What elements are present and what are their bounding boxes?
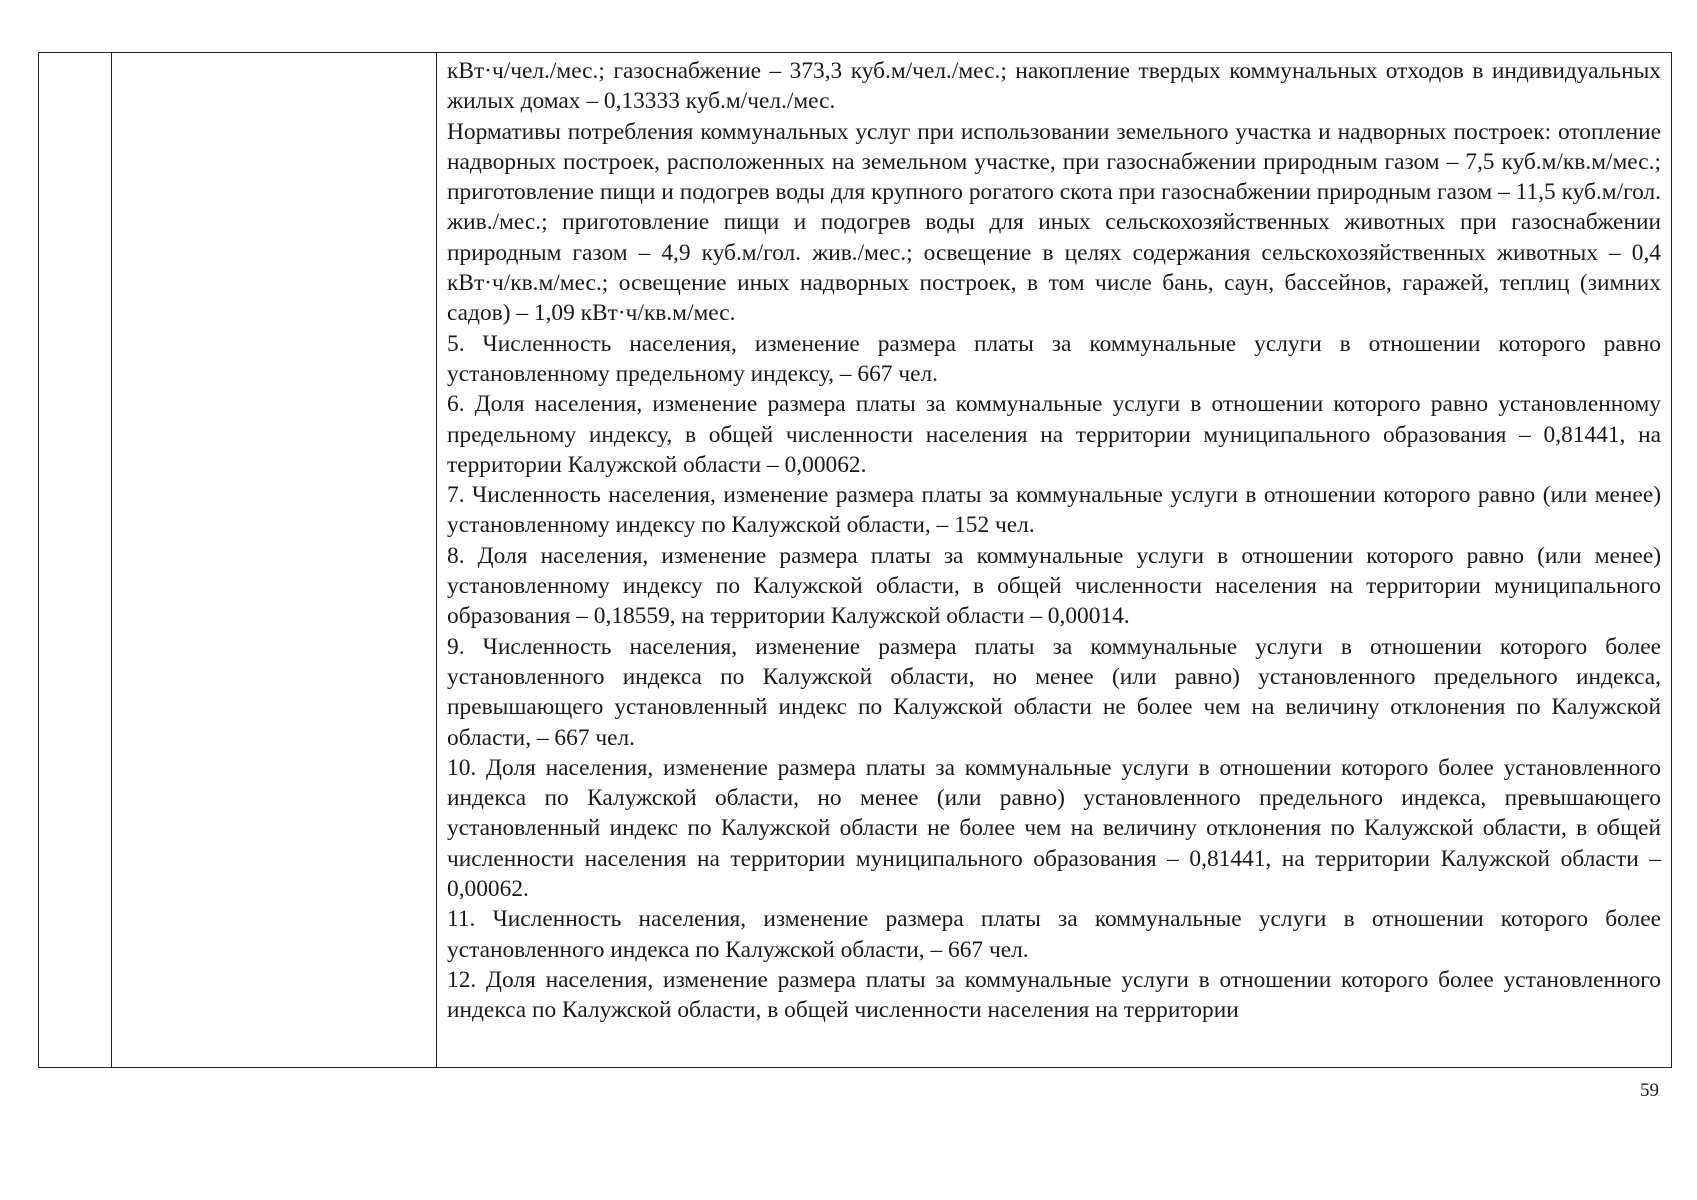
page-number: 59 [1640,1080,1659,1101]
table-column-number [39,53,112,1067]
paragraph-3: 5. Численность населения, изменение размера платы за коммунальные услуги в отношении которого равно установленному предельному индексу, – 667 чел. [447,330,1661,387]
paragraph-6: 8. Доля населения, изменение размера платы за коммунальные услуги в отношении которого равно (или менее) установленному индексу по Калужской области, в общей численности населения на территории муниципального образования – 0,18559, на территории Калужской области – 0,00014. [447,542,1661,630]
paragraph-5: 7. Численность населения, изменение размера платы за коммунальные услуги в отношении которого равно (или менее) установленному индексу по Калужской области, – 152 чел. [447,482,1661,539]
table-column-name [112,53,437,1067]
paragraph-7: 9. Численность населения, изменение размера платы за коммунальные услуги в отношении которого более установленного индекса по Калужской области, но менее (или равно) установленного предельного индекса, превышающего установленный индекс по Калужской области не более чем на величину отклонения по Калужской области, – 667 чел. [447,633,1661,751]
paragraph-8: 10. Доля населения, изменение размера платы за коммунальные услуги в отношении которого более установленного индекса по Калужской области, но менее (или равно) установленного предельного индекса, превышающего установленный индекс по Калужской области не более чем на величину отклонения по Калужской области, в общей численности населения на территории муниципального образования – 0,81441, на территории Калужской области – 0,00062. [447,754,1661,903]
paragraph-2: Нормативы потребления коммунальных услуг при использовании земельного участка и надворных построек: отопление надворных построек, расположенных на земельном участке, при газоснабжении природным газом – 7,5 куб.м/кв.м/мес.; приготовление пищи и подогрев воды для крупного рогатого скота при газоснабжении природным газом – 11,5 куб.м/гол. жив./мес.; приготовление пищи и подогрев воды для иных сельскохозяйственных животных при газоснабжении природным газом – 4,9 куб.м/гол. жив./мес.; освещение в целях содержания сельскохозяйственных животных – 0,4 кВт·ч/кв.м/мес.; освещение иных надворных построек, в том числе бань, саун, бассейнов, гаражей, теплиц (зимних садов) – 1,09 кВт·ч/кв.м/мес. [447,118,1661,327]
paragraph-4: 6. Доля населения, изменение размера платы за коммунальные услуги в отношении которого равно установленному предельному индексу, в общей численности населения на территории муниципального образования – 0,81441, на территории Калужской области – 0,00062. [447,391,1661,478]
paragraph-9: 11. Численность населения, изменение размера платы за коммунальные услуги в отношении которого более установленного индекса по Калужской области, – 667 чел. [447,906,1661,963]
paragraph-10: 12. Доля населения, изменение размера платы за коммунальные услуги в отношении которого более установленного индекса по Калужской области, в общей численности населения на территории [447,966,1661,1024]
paragraph-1: кВт·ч/чел./мес.; газоснабжение – 373,3 куб.м/чел./мес.; накопление твердых коммунальных отходов в индивидуальных жилых домах – 0,13333 куб.м/чел./мес. [447,58,1661,115]
document-table [38,52,1672,1068]
table-column-content [437,53,1671,1067]
